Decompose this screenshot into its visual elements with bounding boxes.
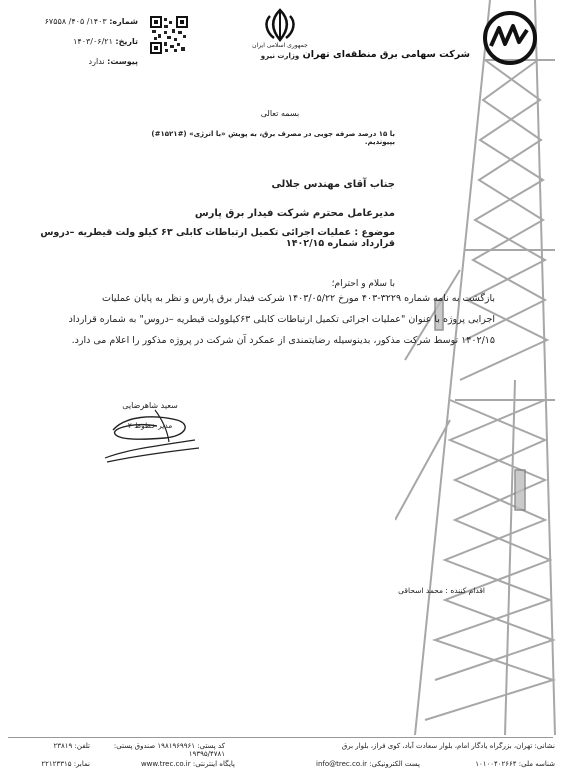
iran-emblem-icon xyxy=(258,8,302,42)
footer-po-box-text: صندوق پستی: ۱۹۳۹۵/۴۷۸۱ xyxy=(113,742,225,758)
letter-date-label: تاریخ: xyxy=(115,37,138,46)
action-by: اقدام کننده : محمد اسحاقی xyxy=(398,586,485,595)
letter-subject: موضوع : عملیات اجرائی تکمیل ارتباطات کابلی ۶۳ کیلو ولت قیطریه –دروس قرارداد شماره ۱۴۰۲/۱۵ xyxy=(40,227,395,249)
qr-code-icon xyxy=(150,16,188,54)
letter-date-value: ۱۴۰۳/۰۶/۲۱ xyxy=(73,37,113,46)
bismillah: بسمه تعالی xyxy=(260,109,300,118)
letter-number-label: شماره: xyxy=(109,17,138,26)
addressee-name: جناب آقای مهندس جلالی xyxy=(271,179,395,190)
footer-phone: تلفن: ۲۳۸۱۹ xyxy=(53,742,90,750)
body-line-2: اجرایی پروژه با عنوان "عملیات اجرائی تکمیل ارتباطات کابلی ۶۳کیلوولت قیطریه –دروس" به شماره قرارداد xyxy=(68,314,495,325)
greeting: با سلام و احترام؛ xyxy=(331,279,395,289)
footer-address xyxy=(240,742,555,750)
letter-number xyxy=(8,17,138,26)
footer-email: پست الکترونیکی: info@trec.co.ir xyxy=(316,760,420,768)
energy-saving-slogan: با ۱۵ درصد صرفه جویی در مصرف برق، به پویش «با انرژی» (#۱۵۲۱#) بپیوندیم. xyxy=(151,130,395,146)
signer-name: سعید شاهرضایی xyxy=(122,401,178,410)
footer-po-box xyxy=(95,742,225,758)
footer-divider xyxy=(8,737,553,738)
footer-fax: نمابر: ۲۲۱۲۳۳۱۵ xyxy=(41,760,90,768)
addressee-title: مدیرعامل محترم شرکت فیدار برق پارس xyxy=(194,208,395,219)
gov-line-1: جمهوری اسلامی ایران xyxy=(252,42,308,49)
letter-attachment-label: پیوست: xyxy=(107,57,138,66)
gov-line-2: وزارت نیرو xyxy=(260,52,300,60)
letter-attachment xyxy=(8,57,138,66)
letter-number-value: ۱۴۰۳/ ۴۰۵/ ۶۷۵۵۸ xyxy=(44,17,107,26)
footer-national-id: شناسه ملی: ۱۰۱۰۰۴۰۲۶۶۴ xyxy=(475,760,555,768)
footer-website: پایگاه اینترنتی: www.trec.co.ir xyxy=(140,760,235,768)
letter-attachment-value: ندارد xyxy=(88,57,105,66)
body-line-1: بازگشت به نامه شماره ۳۲۲۹-۴۰۳ مورخ ۱۴۰۳/۰۵/۲۲ شرکت فیدار برق پارس و نظر به پایان عملیات xyxy=(102,293,495,304)
tower-watermark xyxy=(395,0,561,735)
company-name: شرکت سهامی برق منطقه‌ای تهران xyxy=(302,49,470,60)
body-line-3: ۱۴۰۲/۱۵ توسط شرکت مذکور، بدینوسیله رضایتمندی از عمکرد آن شرکت در پروژه مذکور را اعلام می دارد. xyxy=(71,335,495,346)
signer-title: مدیر خطوط ۲ xyxy=(127,421,173,430)
letter-date xyxy=(8,37,138,46)
footer-postal-code: کد پستی: ۱۹۸۱۹۶۹۹۶۱ xyxy=(157,742,225,750)
trec-logo-icon xyxy=(481,10,539,66)
footer-address-text: نشانی: تهران، بزرگراه یادگار امام، بلوار سعادت آباد، کوی فراز، بلوار برق xyxy=(341,742,555,750)
